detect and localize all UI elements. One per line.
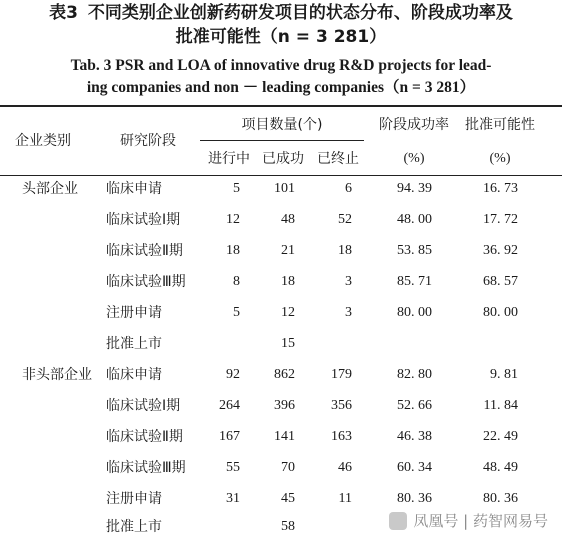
table-row-stage: 临床试验Ⅲ期: [106, 274, 186, 290]
table-cell-psr: 48. 00: [397, 212, 432, 227]
table-cell-loa: 48. 49: [483, 460, 518, 475]
table-cell-succeeded: 15: [281, 336, 295, 351]
table-row-stage: 批准上市: [106, 336, 162, 352]
header-psr: 阶段成功率: [379, 117, 449, 133]
table-cell-in-progress: 8: [233, 274, 240, 289]
table-cell-psr: 80. 36: [397, 491, 432, 506]
header-loa: 批准可能性: [465, 117, 535, 133]
table-cell-terminated: 3: [345, 274, 352, 289]
table-cell-terminated: 52: [338, 212, 352, 227]
header-count-group: 项目数量(个): [241, 117, 323, 133]
table-cell-psr: 82. 80: [397, 367, 432, 382]
table-cell-psr: 52. 66: [397, 398, 432, 413]
table-cell-succeeded: 12: [281, 305, 295, 320]
table-title-zh-line1: 不同类别企业创新药研发项目的状态分布、阶段成功率及: [87, 3, 513, 23]
table-row-stage: 临床试验Ⅱ期: [106, 243, 183, 259]
table-cell-in-progress: 5: [233, 305, 240, 320]
table-cell-terminated: 163: [331, 429, 352, 444]
table-row-stage: 临床试验Ⅰ期: [106, 212, 181, 228]
table-cell-psr: 46. 38: [397, 429, 432, 444]
table-cell-in-progress: 12: [226, 212, 240, 227]
table-cell-succeeded: 70: [281, 460, 295, 475]
header-stage: 研究阶段: [120, 133, 176, 149]
watermark-text: 凤凰号 | 药智网易号: [413, 512, 548, 530]
table-row-stage: 临床试验Ⅱ期: [106, 429, 183, 445]
table-cell-succeeded: 862: [274, 367, 295, 382]
table-cell-in-progress: 5: [233, 181, 240, 196]
table-cell-psr: 53. 85: [397, 243, 432, 258]
table-cell-psr: 80. 00: [397, 305, 432, 320]
table-cell-psr: 60. 34: [397, 460, 432, 475]
table-cell-loa: 80. 36: [483, 491, 518, 506]
table-cell-psr: 94. 39: [397, 181, 432, 196]
table-cell-succeeded: 45: [281, 491, 295, 506]
table-cell-terminated: 356: [331, 398, 352, 413]
table-cell-terminated: 46: [338, 460, 352, 475]
header-psr-unit: (%): [403, 151, 425, 166]
table-cell-in-progress: 55: [226, 460, 240, 475]
header-terminated: 已终止: [317, 151, 359, 167]
table-title-en-line1: Tab. 3 PSR and LOA of innovative drug R&D projects for lead-: [70, 57, 492, 74]
table-cell-succeeded: 58: [281, 519, 295, 534]
table-row-stage: 注册申请: [106, 305, 162, 321]
phoenix-logo-icon: [389, 512, 407, 530]
table-cell-in-progress: 18: [226, 243, 240, 258]
table-row-stage: 临床申请: [106, 367, 162, 383]
header-rule: [0, 175, 562, 176]
table-row-stage: 注册申请: [106, 491, 162, 507]
table-number: 表3: [49, 3, 78, 23]
table-cell-succeeded: 396: [274, 398, 295, 413]
table-cell-succeeded: 21: [281, 243, 295, 258]
top-rule: [0, 105, 562, 107]
source-watermark: [389, 510, 548, 531]
table-title-zh-line2: 批准可能性（n = 3 281）: [175, 27, 387, 47]
table-cell-terminated: 18: [338, 243, 352, 258]
header-succeeded: 已成功: [262, 151, 304, 167]
table-cell-loa: 9. 81: [490, 367, 518, 382]
table-cell-loa: 11. 84: [483, 398, 518, 413]
table-cell-terminated: 6: [345, 181, 352, 196]
table-cell-in-progress: 167: [219, 429, 240, 444]
header-in-progress: 进行中: [208, 151, 250, 167]
table-cell-psr: 85. 71: [397, 274, 432, 289]
table-cell-loa: 22. 49: [483, 429, 518, 444]
table-cell-in-progress: 264: [219, 398, 240, 413]
table-row-stage: 临床试验Ⅰ期: [106, 398, 181, 414]
table-cell-terminated: 11: [338, 491, 352, 506]
table-cell-in-progress: 92: [226, 367, 240, 382]
header-category: 企业类别: [15, 133, 71, 149]
table-title-zh: [0, 2, 562, 24]
header-loa-unit: (%): [489, 151, 511, 166]
table-cell-loa: 17. 72: [483, 212, 518, 227]
table-cell-succeeded: 18: [281, 274, 295, 289]
group-category-leading: 头部企业: [22, 181, 78, 197]
count-group-rule: [200, 140, 364, 141]
table-row-stage: 临床申请: [106, 181, 162, 197]
table-title-en-line2: ing companies and non － leading companies（n = 3 281）: [86, 79, 476, 96]
table-cell-terminated: 3: [345, 305, 352, 320]
table-cell-succeeded: 141: [274, 429, 295, 444]
table-cell-loa: 16. 73: [483, 181, 518, 196]
table-cell-succeeded: 101: [274, 181, 295, 196]
table-cell-loa: 68. 57: [483, 274, 518, 289]
table-cell-in-progress: 31: [226, 491, 240, 506]
table-cell-succeeded: 48: [281, 212, 295, 227]
table-row-stage: 临床试验Ⅲ期: [106, 460, 186, 476]
table-cell-terminated: 179: [331, 367, 352, 382]
table-cell-loa: 36. 92: [483, 243, 518, 258]
table-cell-loa: 80. 00: [483, 305, 518, 320]
group-category-non-leading: 非头部企业: [22, 367, 92, 383]
table-row-stage: 批准上市: [106, 519, 162, 535]
